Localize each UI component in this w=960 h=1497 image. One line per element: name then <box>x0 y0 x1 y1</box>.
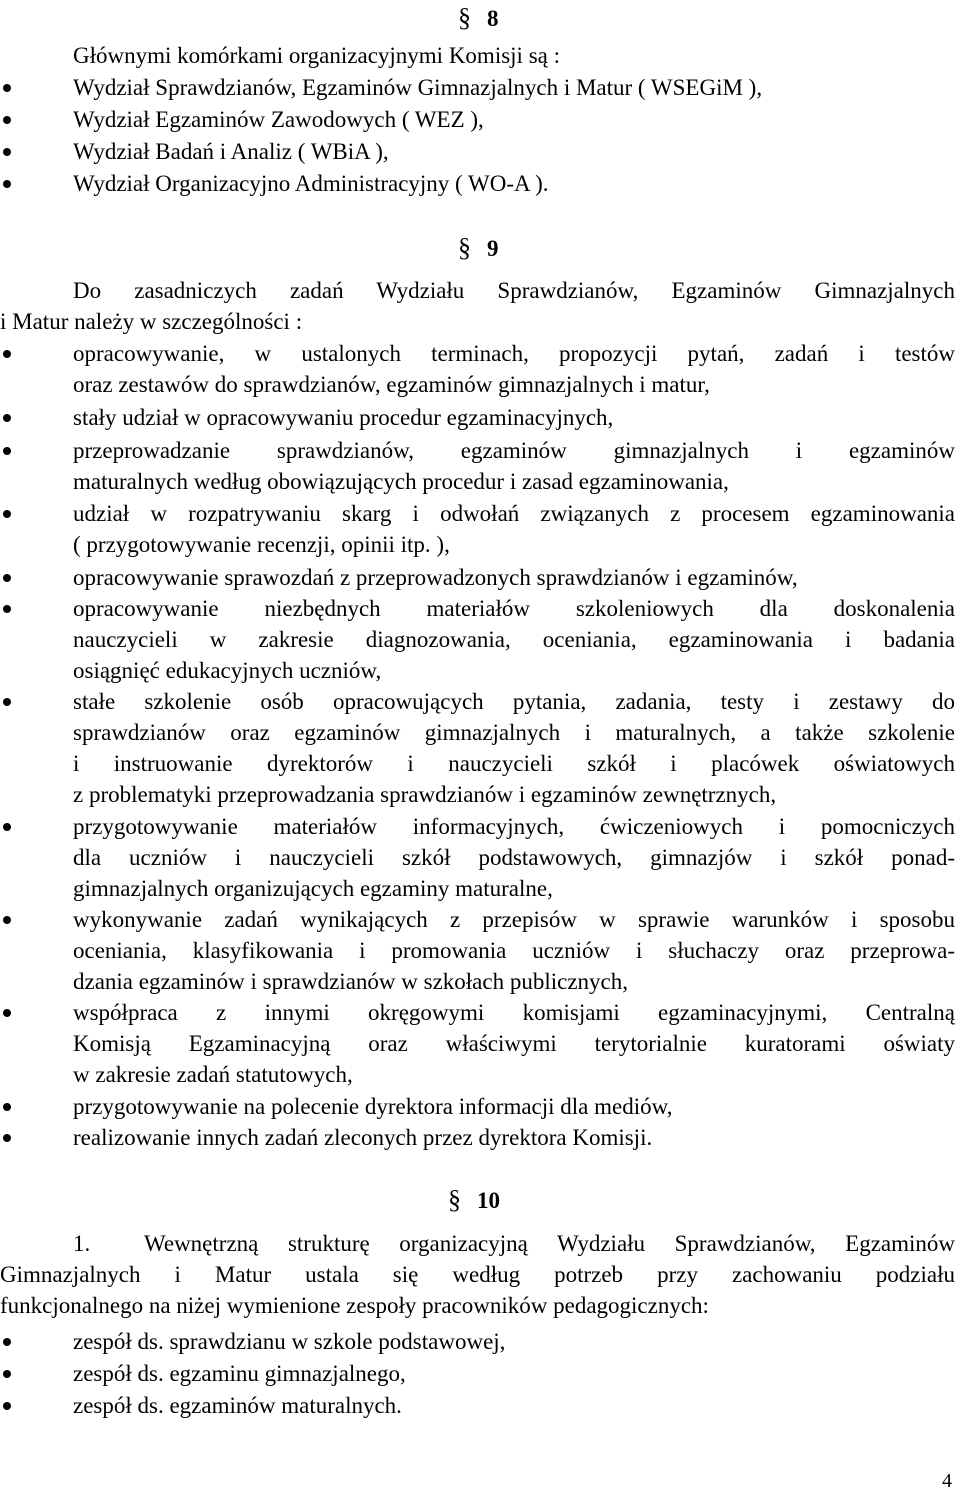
bullet <box>3 605 11 613</box>
task-item-line: wykonywanie zadań wynikających z przepisów w sprawie warunków i sposobu <box>73 907 955 932</box>
task-item-line: dla uczniów i nauczycieli szkół podstawowych, gimnazjów i szkół ponad- <box>73 845 955 870</box>
task-item-line: dzania egzaminów i sprawdzianów w szkołach publicznych, <box>73 969 628 994</box>
task-item-line: Komisją Egzaminacyjną oraz właściwymi terytorialnie kuratorami oświaty <box>73 1031 955 1056</box>
bullet <box>3 447 11 455</box>
section-number: 9 <box>487 236 499 261</box>
task-item-line: współpraca z innymi okręgowymi komisjami egzaminacyjnymi, Centralną <box>73 1000 955 1025</box>
section-heading-9 <box>458 232 499 264</box>
task-item <box>73 1122 955 1153</box>
bullet <box>3 823 11 831</box>
bullet <box>3 350 11 358</box>
task-item-line: osiągnięć edukacyjnych uczniów, <box>73 658 382 683</box>
task-item <box>73 402 955 433</box>
task-item <box>73 904 955 997</box>
bullet <box>3 1103 11 1111</box>
paragraph-sign: § <box>458 233 471 262</box>
list-item: Wydział Sprawdzianów, Egzaminów Gimnazjalnych i Matur ( WSEGiM ), <box>73 75 763 100</box>
section9-intro-line-1: Do zasadniczych zadań Wydziału Sprawdzianów, Egzaminów Gimnazjalnych <box>73 278 955 303</box>
task-item-line: udział w rozpatrywaniu skarg i odwołań związanych z procesem egzaminowania <box>73 501 955 526</box>
task-item <box>73 811 955 904</box>
task-item-line: stały udział w opracowywaniu procedur egzaminacyjnych, <box>73 405 614 430</box>
section10-para-line-3: funkcjonalnego na niżej wymienione zespoły pracowników pedagogicznych: <box>0 1293 709 1318</box>
bullet <box>3 698 11 706</box>
list-item: zespół ds. sprawdzianu w szkole podstawowej, <box>73 1329 506 1354</box>
bullet <box>3 574 11 582</box>
bullet <box>3 510 11 518</box>
task-item-line: ( przygotowywanie recenzji, opinii itp. ), <box>73 532 450 557</box>
task-item-line: opracowywanie, w ustalonych terminach, propozycji pytań, zadań i testów <box>73 341 955 366</box>
page-number: 4 <box>942 1470 952 1492</box>
section-heading-8 <box>458 2 499 34</box>
task-item-line: sprawdzianów oraz egzaminów gimnazjalnych i maturalnych, a także szkolenie <box>73 720 955 745</box>
task-item-line: przygotowywanie na polecenie dyrektora informacji dla mediów, <box>73 1094 673 1119</box>
bullet <box>3 916 11 924</box>
list-item: zespół ds. egzaminu gimnazjalnego, <box>73 1361 406 1386</box>
task-item <box>73 338 955 400</box>
list-item: Wydział Egzaminów Zawodowych ( WEZ ), <box>73 107 484 132</box>
bullet <box>3 414 11 422</box>
task-item-line: realizowanie innych zadań zleconych przez dyrektora Komisji. <box>73 1125 653 1150</box>
task-item-line: oceniania, klasyfikowania i promowania uczniów i słuchaczy oraz przeprowa- <box>73 938 955 963</box>
task-item-line: przeprowadzanie sprawdzianów, egzaminów gimnazjalnych i egzaminów <box>73 438 955 463</box>
bullet <box>3 1009 11 1017</box>
bullet <box>3 1402 11 1410</box>
section8-intro: Głównymi komórkami organizacyjnymi Komisji są : <box>73 43 560 68</box>
task-item <box>73 498 955 560</box>
bullet <box>3 1134 11 1142</box>
task-item-line: z problematyki przeprowadzania sprawdzianów i egzaminów zewnętrznych, <box>73 782 777 807</box>
task-item-line: opracowywanie sprawozdań z przeprowadzonych sprawdzianów i egzaminów, <box>73 565 798 590</box>
paragraph-number: 1. <box>73 1231 91 1256</box>
task-item-line: w zakresie zadań statutowych, <box>73 1062 353 1087</box>
paragraph-sign: § <box>458 3 471 32</box>
section10-para-line-1: Wewnętrzną strukturę organizacyjną Wydziału Sprawdzianów, Egzaminów <box>144 1231 955 1256</box>
task-item-line: przygotowywanie materiałów informacyjnych, ćwiczeniowych i pomocniczych <box>73 814 955 839</box>
bullet <box>3 148 11 156</box>
task-item <box>73 997 955 1090</box>
task-item-line: maturalnych według obowiązujących procedur i zasad egzaminowania, <box>73 469 729 494</box>
bullet <box>3 1338 11 1346</box>
bullet <box>3 116 11 124</box>
task-item-line: oraz zestawów do sprawdzianów, egzaminów gimnazjalnych i matur, <box>73 372 710 397</box>
section-number: 10 <box>477 1188 500 1213</box>
bullet <box>3 84 11 92</box>
bullet <box>3 1370 11 1378</box>
task-item-line: gimnazjalnych organizujących egzaminy maturalne, <box>73 876 553 901</box>
list-item: Wydział Badań i Analiz ( WBiA ), <box>73 139 389 164</box>
section-number: 8 <box>487 6 499 31</box>
section9-intro-line-2: i Matur należy w szczególności : <box>0 309 303 334</box>
task-item-line: nauczycieli w zakresie diagnozowania, oceniania, egzaminowania i badania <box>73 627 955 652</box>
bullet <box>3 180 11 188</box>
task-item <box>73 593 955 686</box>
section10-para-line-2: Gimnazjalnych i Matur ustala się według potrzeb przy zachowaniu podziału <box>0 1262 955 1287</box>
task-item-line: stałe szkolenie osób opracowujących pytania, zadania, testy i zestawy do <box>73 689 955 714</box>
section-heading-10 <box>448 1184 500 1216</box>
task-item <box>73 562 955 593</box>
task-item-line: opracowywanie niezbędnych materiałów szkoleniowych dla doskonalenia <box>73 596 955 621</box>
task-item <box>73 435 955 497</box>
task-item <box>73 686 955 810</box>
paragraph-sign: § <box>448 1185 461 1214</box>
list-item: zespół ds. egzaminów maturalnych. <box>73 1393 402 1418</box>
task-item <box>73 1091 955 1122</box>
list-item: Wydział Organizacyjno Administracyjny ( WO-A ). <box>73 171 549 196</box>
task-item-line: i instruowanie dyrektorów i nauczycieli szkół i placówek oświatowych <box>73 751 955 776</box>
